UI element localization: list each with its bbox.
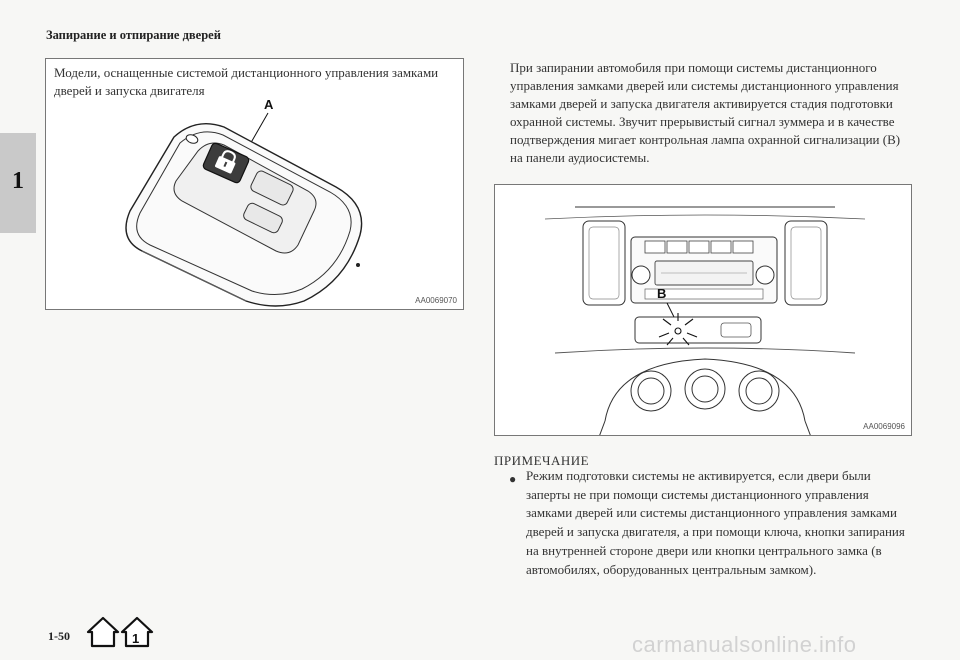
note-bullet-icon: ●: [509, 472, 517, 486]
watermark: carmanualsonline.info: [632, 632, 857, 657]
nav-icons: [86, 614, 156, 650]
figure-code: AA0069096: [863, 422, 905, 431]
console-line-upper: [555, 348, 855, 353]
figure-caption: Модели, оснащенные системой дистанционного управления замками дверей и запуска двигателя: [54, 65, 439, 98]
note-title: ПРИМЕЧАНИЕ: [494, 453, 590, 468]
chapter-home-icon[interactable]: [122, 618, 152, 646]
page-number: 1-50: [48, 629, 70, 643]
chapter-home-icon-number: 1: [132, 631, 140, 646]
key-ring-notch: [356, 263, 360, 267]
dash-top-curve: [545, 215, 865, 219]
home-icon[interactable]: [88, 618, 118, 646]
right-knob: [756, 266, 774, 284]
console-side-left: [599, 421, 605, 436]
note-text: Режим подготовки системы не активируется, если двери были заперты не при помощи системы дистанционного управления замками дверей или системы дистанционного управления замками дверей и запуска двигателя, а при помощи ключа, кнопки запирания на внутренней стороне двери или кнопки центрального замка (в автомобилях, оборудованных центральным замком).: [526, 468, 905, 577]
label-a: A: [264, 97, 274, 112]
left-knob: [632, 266, 650, 284]
figure-code: AA0069070: [415, 296, 457, 305]
remote-key-illustration: [46, 59, 464, 310]
audio-buttons-row: [645, 241, 753, 253]
label-b: B: [657, 286, 667, 301]
chapter-number: 1: [12, 168, 24, 194]
main-paragraph: При запирании автомобиля при помощи системы дистанционного управления замками дверей или системы дистанционного управления замками дверей и запуска двигателя активируется стадия подготовки охранной системы. Звучит прерывистый сигнал зуммера и в качестве подтверждения мигает контрольная лампа охранной сигнализации (B) на панели аудиосистемы.: [510, 60, 901, 165]
control-strip-button: [721, 323, 751, 337]
page-title: Запирание и отпирание дверей: [46, 28, 221, 42]
climate-dials: [631, 369, 779, 411]
console-side-right: [805, 421, 811, 436]
figure-dashboard: [494, 184, 912, 436]
dashboard-illustration: [495, 185, 912, 436]
figure-remote-key: [45, 58, 464, 310]
